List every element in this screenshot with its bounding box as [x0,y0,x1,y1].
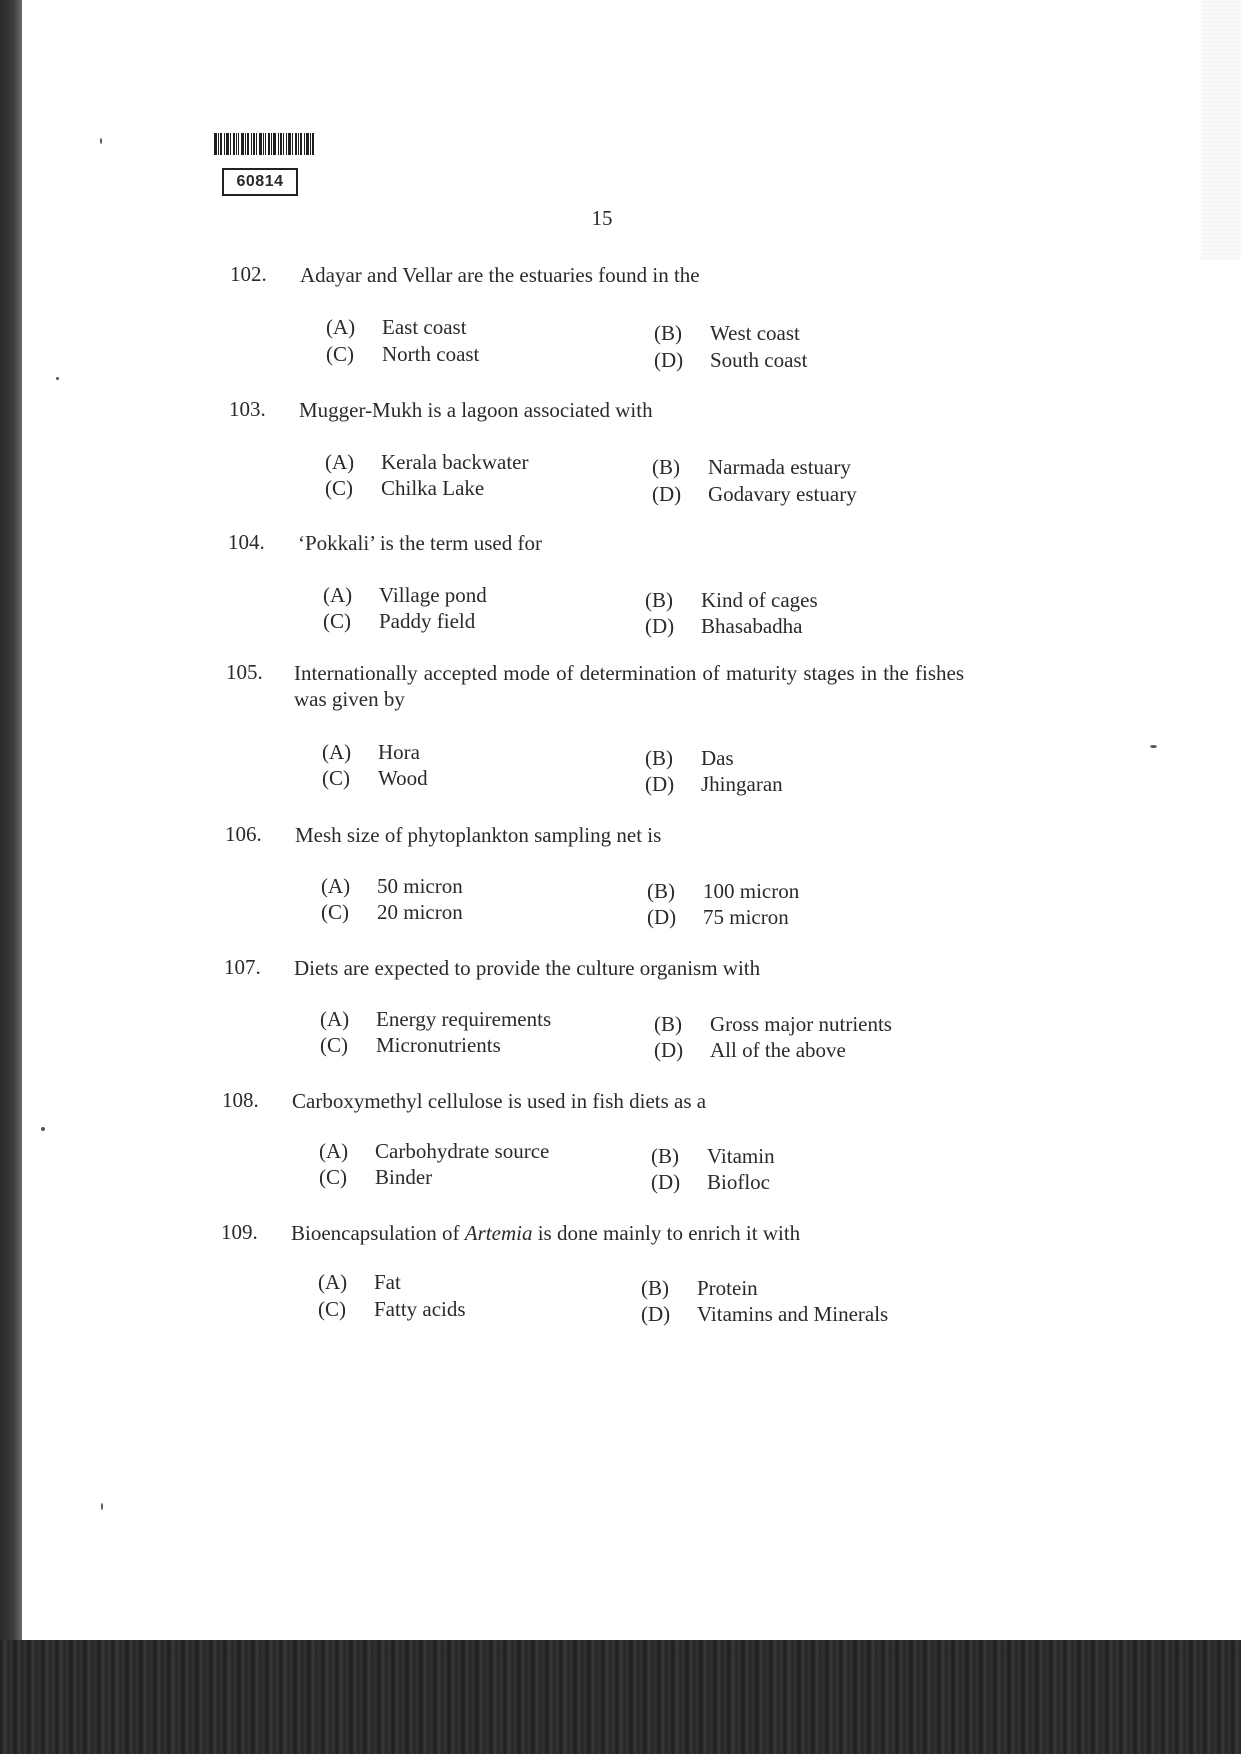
option-b: (B) Das [645,746,734,770]
option-d: (D) Vitamins and Minerals [641,1302,889,1326]
option-b: (B) 100 micron [647,879,800,903]
option-a: (A) Village pond [323,583,487,607]
question-text: Mugger-Mukh is a lagoon associated with [299,398,653,422]
page-number: 15 [591,206,613,230]
option-d: (D) Bhasabadha [645,614,803,638]
option-c: (C) Paddy field [323,609,476,633]
option-b: (B) Vitamin [651,1144,775,1168]
option-c: (C) Fatty acids [318,1297,466,1321]
italic-term: Artemia [464,1221,533,1245]
question-number: 106. [225,822,262,846]
option-d: (D) All of the above [654,1038,846,1062]
question-text: Adayar and Vellar are the estuaries found in the [300,263,700,287]
question-number: 108. [222,1088,259,1112]
question-text: Diets are expected to provide the culture organism with [294,956,761,980]
scan-speck [100,138,102,144]
option-a: (A) Hora [322,740,420,764]
option-c: (C) Chilka Lake [325,476,485,500]
option-d: (D) Jhingaran [645,772,783,796]
question-number: 102. [230,262,267,286]
question-number: 103. [229,397,266,421]
option-d: (D) South coast [654,348,808,372]
option-a: (A) Kerala backwater [325,450,529,474]
paper-code-box: 60814 [222,168,298,196]
scan-speck [41,1127,45,1131]
option-a: (A) Carbohydrate source [319,1139,550,1163]
option-a: (A) Energy requirements [320,1007,552,1031]
question-text: Bioencapsulation of Artemia is done mainly to enrich it with [291,1221,801,1245]
option-b: (B) Kind of cages [645,588,818,612]
option-c: (C) North coast [326,342,480,366]
option-b: (B) Narmada estuary [652,455,851,479]
scan-speck [56,377,59,380]
scan-left-edge [0,0,22,1640]
option-c: (C) Wood [322,766,428,790]
option-b: (B) Gross major nutrients [654,1012,892,1036]
question-number: 109. [221,1220,258,1244]
question-text: Mesh size of phytoplankton sampling net is [295,823,662,847]
option-c: (C) 20 micron [321,900,463,924]
option-c: (C) Micronutrients [320,1033,501,1057]
scan-speck [1150,745,1157,748]
question-number: 104. [228,530,265,554]
option-a: (A) East coast [326,315,467,339]
question-text: Carboxymethyl cellulose is used in fish diets as a [292,1089,707,1113]
scan-bottom-edge [0,1640,1241,1754]
option-a: (A) 50 micron [321,874,463,898]
barcode-image [214,133,344,155]
question-number: 107. [224,955,261,979]
option-d: (D) Godavary estuary [652,482,857,506]
option-b: (B) Protein [641,1276,758,1300]
question-text: Internationally accepted mode of determination of maturity stages in the fishes was given by [294,661,964,711]
option-d: (D) Biofloc [651,1170,770,1194]
scan-speck [101,1503,103,1510]
option-a: (A) Fat [318,1270,401,1294]
question-text: ‘Pokkali’ is the term used for [298,531,542,555]
option-b: (B) West coast [654,321,800,345]
option-c: (C) Binder [319,1165,433,1189]
scan-right-noise [1201,0,1241,260]
question-number: 105. [226,660,263,684]
option-d: (D) 75 micron [647,905,789,929]
